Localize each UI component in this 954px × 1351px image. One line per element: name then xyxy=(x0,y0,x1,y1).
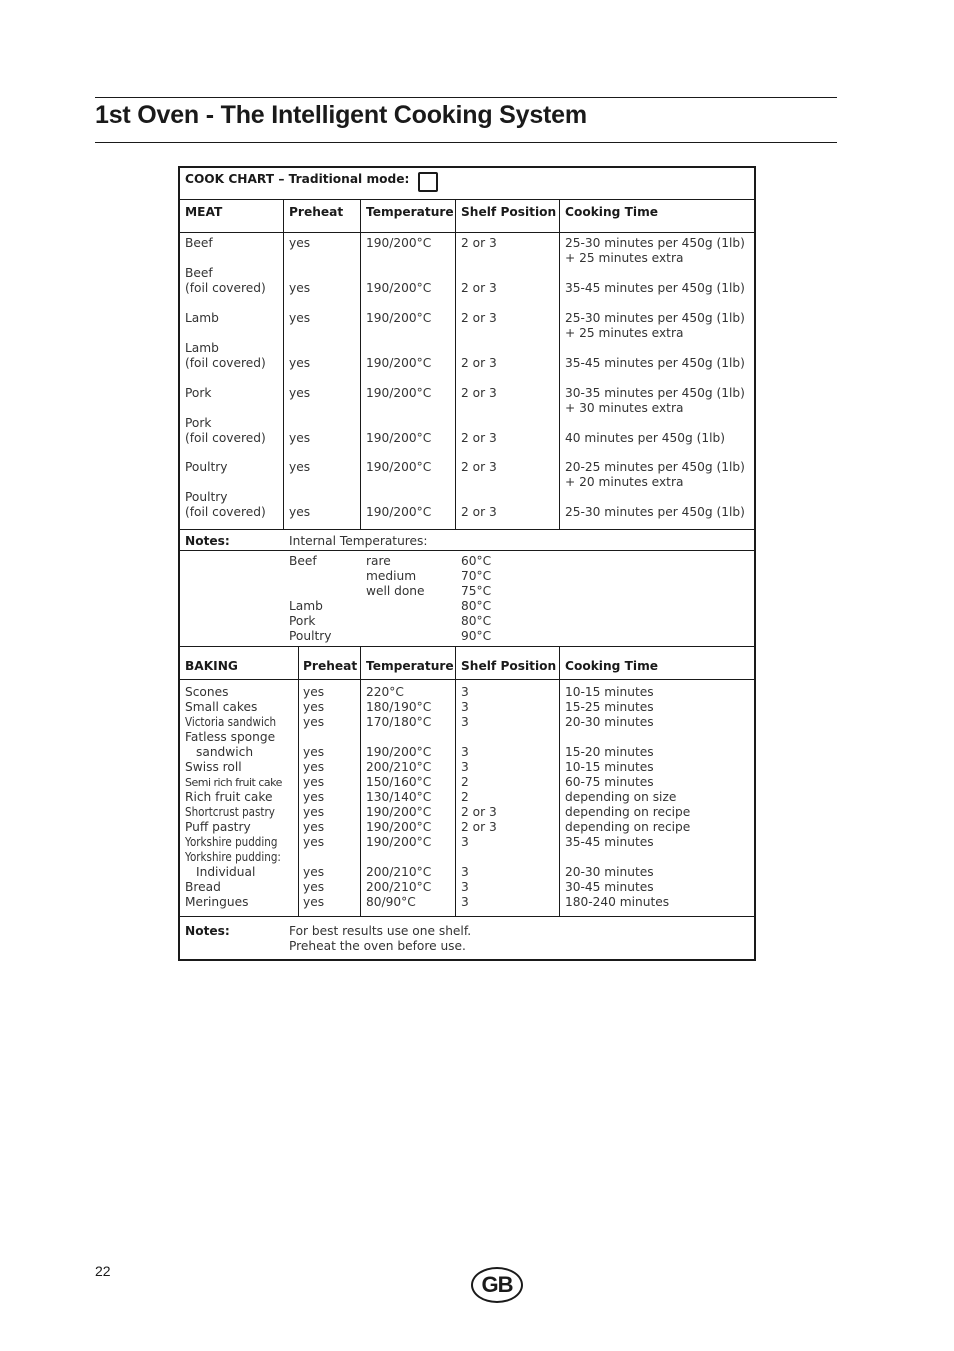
meat-header: MEAT xyxy=(185,205,223,219)
baking-preheat: yes xyxy=(303,880,325,894)
baking-food: Bread xyxy=(185,880,221,894)
baking-preheat: yes xyxy=(303,775,325,789)
baking-temperature-header: Temperature xyxy=(366,659,454,673)
meat-shelf: 2 or 3 xyxy=(461,460,497,474)
baking-time: depending on recipe xyxy=(565,805,691,819)
divider xyxy=(180,199,754,200)
meat-temperature: 190/200°C xyxy=(366,311,432,325)
meat-temperature: 190/200°C xyxy=(366,460,432,474)
meat-time: 25-30 minutes per 450g (1lb) xyxy=(565,505,745,519)
notes-temperature: 80°C xyxy=(461,614,492,628)
column-divider xyxy=(559,646,560,916)
notes-doneness: well done xyxy=(366,584,425,598)
baking-food: Yorkshire pudding: xyxy=(185,850,281,864)
notes-doneness: rare xyxy=(366,554,391,568)
baking-time: 10-15 minutes xyxy=(565,760,654,774)
baking-time: 60-75 minutes xyxy=(565,775,654,789)
meat-time: 25-30 minutes per 450g (1lb) xyxy=(565,311,745,325)
baking-shelf: 3 xyxy=(461,700,469,714)
baking-preheat: yes xyxy=(303,760,325,774)
notes-meat: Beef xyxy=(289,554,317,568)
baking-shelf: 3 xyxy=(461,760,469,774)
notes-temperature: 90°C xyxy=(461,629,492,643)
baking-preheat: yes xyxy=(303,685,325,699)
baking-time: 15-25 minutes xyxy=(565,700,654,714)
meat-time-extra: + 20 minutes extra xyxy=(565,475,684,489)
baking-food: Fatless sponge xyxy=(185,730,276,744)
baking-food: Small cakes xyxy=(185,700,258,714)
meat-preheat: yes xyxy=(289,431,311,445)
baking-temperature: 200/210°C xyxy=(366,880,432,894)
baking-preheat: yes xyxy=(303,790,325,804)
divider xyxy=(180,916,754,917)
meat-temperature: 190/200°C xyxy=(366,281,432,295)
divider xyxy=(180,679,754,680)
meat-shelf: 2 or 3 xyxy=(461,505,497,519)
column-divider xyxy=(283,199,284,529)
baking-preheat: yes xyxy=(303,700,325,714)
column-divider xyxy=(455,199,456,529)
meat-time-extra: + 25 minutes extra xyxy=(565,326,684,340)
meat-preheat-header: Preheat xyxy=(289,205,344,219)
meat-notes-label: Notes: xyxy=(185,534,230,548)
baking-preheat: yes xyxy=(303,865,325,879)
baking-time: 10-15 minutes xyxy=(565,685,654,699)
baking-food: Puff pastry xyxy=(185,820,251,834)
meat-shelf: 2 or 3 xyxy=(461,236,497,250)
meat-food: Lamb xyxy=(185,311,219,325)
notes-temperature: 80°C xyxy=(461,599,492,613)
baking-temperature: 190/200°C xyxy=(366,820,432,834)
baking-temperature: 130/140°C xyxy=(366,790,432,804)
baking-food: Rich fruit cake xyxy=(185,790,273,804)
page-title: 1st Oven - The Intelligent Cooking System xyxy=(95,101,587,129)
baking-food: Meringues xyxy=(185,895,249,909)
title-underline xyxy=(95,142,837,143)
meat-time: 35-45 minutes per 450g (1lb) xyxy=(565,281,745,295)
baking-preheat: yes xyxy=(303,745,325,759)
meat-shelf: 2 or 3 xyxy=(461,356,497,370)
meat-temperature: 190/200°C xyxy=(366,386,432,400)
baking-temperature: 190/200°C xyxy=(366,835,432,849)
baking-preheat: yes xyxy=(303,715,325,729)
baking-shelf: 2 or 3 xyxy=(461,805,497,819)
baking-temperature: 170/180°C xyxy=(366,715,432,729)
baking-shelf: 3 xyxy=(461,685,469,699)
baking-shelf: 3 xyxy=(461,865,469,879)
baking-shelf: 2 xyxy=(461,790,469,804)
baking-note: For best results use one shelf. xyxy=(289,924,472,938)
meat-time-extra: + 30 minutes extra xyxy=(565,401,684,415)
baking-temperature: 220°C xyxy=(366,685,404,699)
meat-food: Poultry xyxy=(185,460,228,474)
notes-meat: Poultry xyxy=(289,629,332,643)
baking-preheat: yes xyxy=(303,835,325,849)
baking-header: BAKING xyxy=(185,659,238,673)
baking-preheat-header: Preheat xyxy=(303,659,358,673)
column-divider xyxy=(360,199,361,529)
column-divider xyxy=(559,199,560,529)
meat-time: 25-30 minutes per 450g (1lb) xyxy=(565,236,745,250)
baking-temperature: 190/200°C xyxy=(366,805,432,819)
meat-time-extra: + 25 minutes extra xyxy=(565,251,684,265)
baking-shelf: 2 xyxy=(461,775,469,789)
meat-food-note: (foil covered) xyxy=(185,431,266,445)
page-number: 22 xyxy=(95,1263,111,1279)
baking-time: depending on recipe xyxy=(565,820,691,834)
baking-shelf: 3 xyxy=(461,895,469,909)
baking-notes-label: Notes: xyxy=(185,924,230,938)
baking-time: 35-45 minutes xyxy=(565,835,654,849)
meat-time: 20-25 minutes per 450g (1lb) xyxy=(565,460,745,474)
meat-time: 40 minutes per 450g (1lb) xyxy=(565,431,725,445)
baking-preheat: yes xyxy=(303,805,325,819)
notes-meat: Lamb xyxy=(289,599,323,613)
baking-food: Scones xyxy=(185,685,229,699)
baking-food: Swiss roll xyxy=(185,760,242,774)
notes-doneness: medium xyxy=(366,569,417,583)
meat-preheat: yes xyxy=(289,505,311,519)
baking-shelf: 3 xyxy=(461,835,469,849)
meat-time-header: Cooking Time xyxy=(565,205,659,219)
cook-chart-table xyxy=(178,166,756,961)
country-badge: GB xyxy=(471,1267,523,1303)
baking-time: 30-45 minutes xyxy=(565,880,654,894)
baking-shelf: 3 xyxy=(461,715,469,729)
meat-food-note: (foil covered) xyxy=(185,505,266,519)
meat-preheat: yes xyxy=(289,356,311,370)
meat-preheat: yes xyxy=(289,386,311,400)
meat-food: Lamb xyxy=(185,341,219,355)
baking-time: 15-20 minutes xyxy=(565,745,654,759)
meat-temperature: 190/200°C xyxy=(366,431,432,445)
baking-shelf: 2 or 3 xyxy=(461,820,497,834)
meat-preheat: yes xyxy=(289,281,311,295)
divider xyxy=(180,646,754,647)
meat-time: 30-35 minutes per 450g (1lb) xyxy=(565,386,745,400)
notes-meat: Pork xyxy=(289,614,316,628)
meat-food-note: (foil covered) xyxy=(185,356,266,370)
baking-shelf: 3 xyxy=(461,745,469,759)
column-divider xyxy=(360,646,361,916)
baking-food: Victoria sandwich xyxy=(185,715,277,729)
baking-food: Individual xyxy=(196,865,256,879)
meat-shelf: 2 or 3 xyxy=(461,281,497,295)
meat-preheat: yes xyxy=(289,311,311,325)
baking-temperature: 190/200°C xyxy=(366,745,432,759)
baking-food: Semi rich fruit cake xyxy=(185,776,282,789)
baking-time-header: Cooking Time xyxy=(565,659,659,673)
meat-shelf: 2 or 3 xyxy=(461,311,497,325)
notes-temperature: 70°C xyxy=(461,569,492,583)
meat-preheat: yes xyxy=(289,460,311,474)
column-divider xyxy=(298,646,299,916)
top-rule xyxy=(95,97,837,98)
baking-shelf: 3 xyxy=(461,880,469,894)
baking-shelf-header: Shelf Position xyxy=(461,659,557,673)
meat-temperature: 190/200°C xyxy=(366,356,432,370)
baking-temperature: 200/210°C xyxy=(366,760,432,774)
column-divider xyxy=(455,646,456,916)
baking-time: 20-30 minutes xyxy=(565,865,654,879)
meat-food: Pork xyxy=(185,416,212,430)
meat-shelf: 2 or 3 xyxy=(461,386,497,400)
baking-note: Preheat the oven before use. xyxy=(289,939,466,953)
notes-temperature: 60°C xyxy=(461,554,492,568)
baking-temperature: 150/160°C xyxy=(366,775,432,789)
meat-preheat: yes xyxy=(289,236,311,250)
meat-food: Beef xyxy=(185,236,213,250)
meat-food: Pork xyxy=(185,386,212,400)
baking-time: depending on size xyxy=(565,790,677,804)
meat-temperature-header: Temperature xyxy=(366,205,454,219)
meat-food: Beef xyxy=(185,266,213,280)
baking-food: Yorkshire pudding xyxy=(185,835,278,849)
baking-food: sandwich xyxy=(196,745,254,759)
meat-shelf: 2 or 3 xyxy=(461,431,497,445)
baking-time: 20-30 minutes xyxy=(565,715,654,729)
meat-food-note: (foil covered) xyxy=(185,281,266,295)
baking-preheat: yes xyxy=(303,820,325,834)
baking-food: Shortcrust pastry xyxy=(185,805,275,819)
baking-time: 180-240 minutes xyxy=(565,895,670,909)
baking-preheat: yes xyxy=(303,895,325,909)
traditional-mode-icon xyxy=(418,172,438,192)
notes-temperature: 75°C xyxy=(461,584,492,598)
meat-food: Poultry xyxy=(185,490,228,504)
divider xyxy=(180,529,754,530)
baking-temperature: 200/210°C xyxy=(366,865,432,879)
meat-temperature: 190/200°C xyxy=(366,236,432,250)
meat-shelf-header: Shelf Position xyxy=(461,205,557,219)
divider xyxy=(180,232,754,233)
cook-chart-title: COOK CHART – Traditional mode: xyxy=(185,172,410,186)
meat-temperature: 190/200°C xyxy=(366,505,432,519)
divider xyxy=(180,550,754,551)
baking-temperature: 180/190°C xyxy=(366,700,432,714)
meat-time: 35-45 minutes per 450g (1lb) xyxy=(565,356,745,370)
baking-temperature: 80/90°C xyxy=(366,895,416,909)
internal-temperatures-heading: Internal Temperatures: xyxy=(289,534,428,548)
